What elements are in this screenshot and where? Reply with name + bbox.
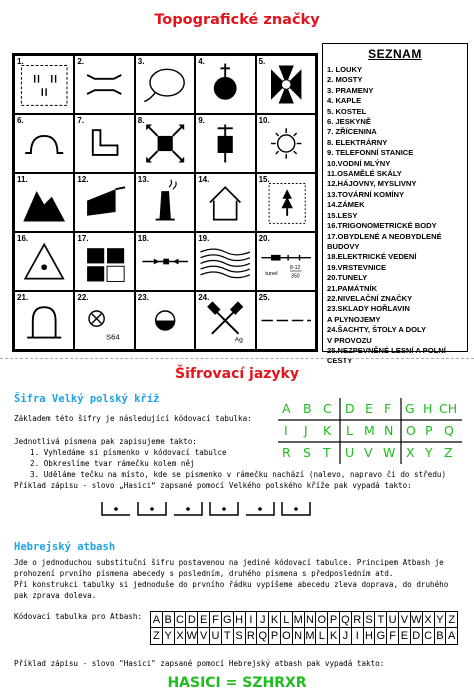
atbash-cell: D	[411, 628, 423, 644]
symbol-cell-8	[135, 114, 195, 173]
polish-rule-1: 1. Vyhledáme si písmenko v kódovací tabulce	[30, 448, 227, 457]
symbol-cell-24	[195, 291, 255, 350]
polish-cipher-example	[100, 500, 320, 518]
dirt-road-icon	[257, 292, 315, 349]
legend-item: 16.TRIGONOMETRICKÉ BODY	[327, 221, 437, 231]
atbash-cell: L	[316, 628, 328, 644]
atbash-row-cipher	[151, 628, 457, 644]
tunnel-year: 350	[290, 273, 300, 280]
atbash-cell: Y	[435, 612, 447, 628]
polish-letter: X	[406, 445, 415, 460]
atbash-cell: B	[163, 612, 175, 628]
mine-icon	[196, 292, 254, 349]
atbash-cell: N	[293, 628, 305, 644]
cell-number: 8.	[137, 116, 145, 125]
polish-letter: O	[406, 423, 416, 438]
symbol-cell-2	[74, 55, 134, 114]
atbash-cell: G	[222, 612, 234, 628]
symbol-grid	[12, 53, 318, 352]
contour-lines-icon	[196, 233, 254, 290]
cell-number: 10.	[258, 116, 270, 125]
atbash-cell: R	[352, 612, 364, 628]
polish-letter: P	[425, 423, 433, 438]
polish-letter: G	[405, 401, 415, 416]
cell-number: 9.	[198, 116, 205, 125]
atbash-cell: G	[375, 628, 387, 644]
cell-number: 7.	[77, 116, 85, 125]
atbash-cell: F	[210, 612, 222, 628]
ruin-icon	[75, 115, 133, 172]
symbol-cell-4	[195, 55, 255, 114]
cell-number: 24.	[198, 293, 210, 302]
cipher-title: Šifrovací jazyky	[175, 366, 299, 382]
polish-letter: Y	[425, 445, 433, 460]
polish-letter: D	[345, 401, 355, 416]
cell-number: 16.	[17, 234, 29, 243]
symbol-cell-10	[256, 114, 316, 173]
fuel-storage-icon	[136, 292, 194, 349]
cell-number: 20.	[258, 234, 270, 243]
atbash-cell: X	[175, 628, 187, 644]
atbash-cell: I	[246, 612, 258, 628]
tunnel-icon	[257, 233, 315, 290]
forester-lodge-icon	[75, 174, 133, 231]
polish-letter: L	[346, 423, 353, 438]
cell-number: 12.	[77, 175, 89, 184]
legend-item: 1. LOUKY	[327, 65, 363, 74]
cave-icon	[15, 115, 73, 172]
legend-item: 18.ELEKTRICKÉ VEDENÍ	[327, 252, 417, 262]
polish-cross-table	[278, 398, 462, 464]
atbash-cell: Q	[340, 612, 352, 628]
symbol-cell-16	[14, 232, 74, 291]
symbol-cell-18	[135, 232, 195, 291]
legend-item: 23.SKLADY HOŘLAVIN A PLYNOJEMY	[327, 304, 410, 324]
symbol-cell-19	[195, 232, 255, 291]
atbash-cell: J	[257, 612, 269, 628]
legend-title: SEZNAM	[368, 47, 422, 61]
cell-number: 19.	[198, 234, 210, 243]
atbash-cell: P	[328, 612, 340, 628]
atbash-cell: E	[198, 612, 210, 628]
atbash-cell: X	[423, 612, 435, 628]
polish-letter: M	[364, 423, 375, 438]
leveling-code: S64	[106, 332, 121, 342]
atbash-cell: R	[246, 628, 258, 644]
cell-number: 22.	[77, 293, 89, 302]
meadow-icon	[15, 56, 73, 113]
atbash-cell: S	[364, 612, 376, 628]
legend-item: 21.PAMÁTNÍK	[327, 283, 378, 293]
cell-number: 25.	[258, 293, 270, 302]
polish-letter: R	[282, 445, 291, 460]
polish-letter: F	[384, 401, 392, 416]
atbash-cell: P	[269, 628, 281, 644]
cell-number: 4.	[198, 57, 205, 66]
cell-number: 3.	[137, 57, 145, 66]
legend-item: 9. TELEFONNÍ STANICE	[327, 148, 414, 158]
castle-icon	[196, 174, 254, 231]
legend-item: 25.NEZPEVNĚNÉ LESNÍ A POLNÍ CESTY	[327, 345, 446, 366]
symbol-cell-21	[14, 291, 74, 350]
symbol-cell-6	[14, 114, 74, 173]
symbol-cell-23	[135, 291, 195, 350]
atbash-row-plain	[151, 612, 457, 628]
cell-number: 2.	[77, 57, 85, 66]
atbash-cell: O	[281, 628, 293, 644]
atbash-example: Příklad zápisu - slovo "Hasici" zapsané pomocí Hebrejský atbash pak vypadá takto:	[14, 659, 385, 668]
symbol-cell-7	[74, 114, 134, 173]
polish-letter: T	[323, 445, 331, 460]
cell-number: 14.	[198, 175, 210, 184]
leveling-mark-icon	[75, 292, 133, 349]
atbash-cell: O	[316, 612, 328, 628]
atbash-cell: F	[387, 628, 399, 644]
atbash-cell: D	[186, 612, 198, 628]
cell-number: 21.	[17, 293, 29, 302]
symbol-cell-14	[195, 173, 255, 232]
legend-item: 15.LESY	[327, 210, 358, 220]
symbol-cell-5	[256, 55, 316, 114]
atbash-cell: K	[269, 612, 281, 628]
polish-letter: S	[303, 445, 311, 460]
polish-letter: U	[345, 445, 355, 460]
atbash-cell: Q	[257, 628, 269, 644]
symbol-cell-11	[14, 173, 74, 232]
telephone-station-icon	[196, 115, 254, 172]
polish-letter: V	[364, 445, 373, 460]
legend-list-box	[322, 43, 468, 366]
atbash-cell: Y	[163, 628, 175, 644]
church-icon	[257, 56, 315, 113]
atbash-cell: N	[305, 612, 317, 628]
legend-item: 11.OSAMĚLÉ SKÁLY	[327, 169, 402, 179]
symbol-cell-1	[14, 55, 74, 114]
polish-cross-heading: Šifra Velký polský kříž	[14, 393, 160, 405]
atbash-cell: U	[210, 628, 222, 644]
atbash-table-label: Kódovací tabulka pro Atbash:	[14, 612, 143, 621]
legend-item: 4. KAPLE	[327, 96, 362, 106]
legend-item: 13.TOVÁRNÍ KOMÍNY	[327, 189, 405, 199]
cell-number: 1.	[17, 57, 24, 66]
symbol-cell-22	[74, 291, 134, 350]
legend-item: 2. MOSTY	[327, 75, 363, 85]
polish-letter: N	[384, 423, 394, 438]
trig-point-icon	[15, 233, 73, 290]
atbash-cell: M	[293, 614, 303, 626]
legend-item: 22.NIVELAČNÍ ZNAČKY	[327, 293, 413, 303]
atbash-cell: T	[375, 612, 387, 628]
cell-number: 18.	[137, 234, 149, 243]
legend-item: 8. ELEKTRÁRNY	[327, 137, 388, 147]
atbash-cell: V	[198, 628, 210, 644]
cell-number: 15.	[258, 175, 270, 184]
atbash-paragraph-1: Jde o jednoduchou substituční šifru postavenou na jediné kódovací tabulce. Principem Atbash je prohození prvního písmena abecedy s posledním, druhého písmena s předposledním atd.	[14, 558, 444, 578]
legend-item: 19.VRSTEVNICE	[327, 262, 387, 272]
chimney-icon	[136, 174, 194, 231]
cell-number: 13.	[137, 175, 149, 184]
legend-item: 12.HÁJOVNY, MYSLIVNY	[327, 179, 417, 189]
page-title: Topografické značky	[154, 12, 320, 28]
spring-icon	[136, 56, 194, 113]
symbol-cell-3	[135, 55, 195, 114]
mine-code: Ag	[234, 336, 244, 344]
atbash-cell: C	[423, 628, 435, 644]
atbash-table	[150, 611, 458, 645]
atbash-cell: W	[411, 614, 422, 626]
atbash-cell: J	[340, 628, 352, 644]
atbash-cell: L	[281, 612, 293, 628]
atbash-cell: M	[305, 630, 315, 642]
atbash-cell: S	[234, 628, 246, 644]
cell-number: 17.	[77, 234, 89, 243]
power-plant-icon	[136, 115, 194, 172]
legend-item: 24.ŠACHTY, ŠTOLY A DOLY V PROVOZU	[327, 325, 427, 345]
legend-item: 20.TUNELY	[327, 273, 368, 283]
polish-letter: J	[304, 423, 308, 438]
water-mill-icon	[257, 115, 315, 172]
atbash-cell: V	[399, 612, 411, 628]
legend-item: 14.ZÁMEK	[327, 200, 365, 210]
polish-example: Příklad zápisu - slovo „Hasici“ zapsané pomocí Velkého polského kříže pak vypadá takto:	[14, 481, 412, 490]
polish-rules-title: Jednotlivá písmena pak zapisujeme takto:	[14, 437, 197, 446]
legend-list	[323, 65, 467, 367]
polish-rule-3: 3. Uděláme tečku na místo, kde se písmenko v rámečku nachází (nalevo, napravo či do středu)	[30, 470, 447, 479]
atbash-cell: T	[222, 628, 234, 644]
cell-number: 5.	[258, 57, 266, 66]
chapel-icon	[196, 56, 254, 113]
atbash-cell: A	[151, 612, 163, 628]
atbash-cell: U	[387, 612, 399, 628]
atbash-heading: Hebrejský atbash	[14, 541, 116, 553]
rock-icon	[15, 174, 73, 231]
legend-item: 5. KOSTEL	[327, 106, 367, 116]
cell-number: 6.	[17, 116, 24, 125]
polish-letter: K	[323, 423, 332, 438]
symbol-cell-15	[256, 173, 316, 232]
polish-letter: Z	[444, 445, 453, 460]
atbash-cell: H	[234, 612, 246, 628]
atbash-cell: C	[175, 612, 187, 628]
polish-letter: H	[423, 401, 433, 416]
atbash-cell: K	[328, 628, 340, 644]
section-divider	[0, 358, 474, 359]
legend-item: 6. JESKYNĚ	[327, 117, 371, 127]
power-line-icon	[136, 233, 194, 290]
polish-letter: A	[282, 401, 291, 416]
atbash-cell: H	[364, 628, 376, 644]
atbash-cell: A	[448, 630, 456, 642]
polish-rule-2: 2. Obkreslíme tvar rámečku kolem něj	[30, 459, 195, 468]
symbol-cell-9	[195, 114, 255, 173]
atbash-cell: W	[186, 630, 198, 642]
symbol-cell-25	[256, 291, 316, 350]
tunnel-distance: 8-12	[289, 265, 301, 272]
polish-letter: B	[303, 401, 312, 416]
cell-number: 11.	[17, 175, 28, 184]
forest-icon	[257, 174, 315, 231]
cell-number: 23.	[137, 293, 149, 302]
atbash-paragraph-2: Při konstrukci tabulky si jednoduše do prvního řádku vypíšeme abecedu zleva doprava, do druhého pak zprava doleva.	[14, 580, 449, 600]
polish-intro: Základem této šifry je následující kódovací tabulka:	[14, 414, 252, 423]
tunnel-label: tunel	[264, 270, 278, 277]
atbash-cell: B	[435, 628, 447, 644]
legend-item: 10.VODNÍ MLÝNY	[327, 158, 391, 168]
atbash-cell: E	[399, 628, 411, 644]
symbol-cell-17	[74, 232, 134, 291]
polish-letter: W	[383, 445, 396, 460]
memorial-icon	[15, 292, 73, 349]
polish-letter: CH	[439, 401, 458, 416]
polish-letter: C	[323, 401, 332, 416]
buildings-icon	[75, 233, 133, 290]
legend-item: 7. ZŘÍCENINA	[327, 127, 377, 137]
atbash-cell: I	[352, 628, 364, 644]
polish-letter: I	[284, 423, 288, 438]
polish-letter: E	[365, 401, 373, 416]
legend-item: 3. PRAMENY	[327, 85, 374, 95]
bridge-icon	[75, 56, 133, 113]
legend-item: 17.OBYDLENÉ A NEOBYDLENÉ BUDOVY	[327, 231, 442, 251]
symbol-cell-13	[135, 173, 195, 232]
symbol-cell-20	[256, 232, 316, 291]
atbash-cell: Z	[151, 628, 163, 644]
atbash-cell: Z	[446, 612, 457, 628]
symbol-cell-12	[74, 173, 134, 232]
polish-letter: Q	[444, 423, 454, 438]
atbash-result: HASICI = SZHRXR	[167, 675, 307, 691]
